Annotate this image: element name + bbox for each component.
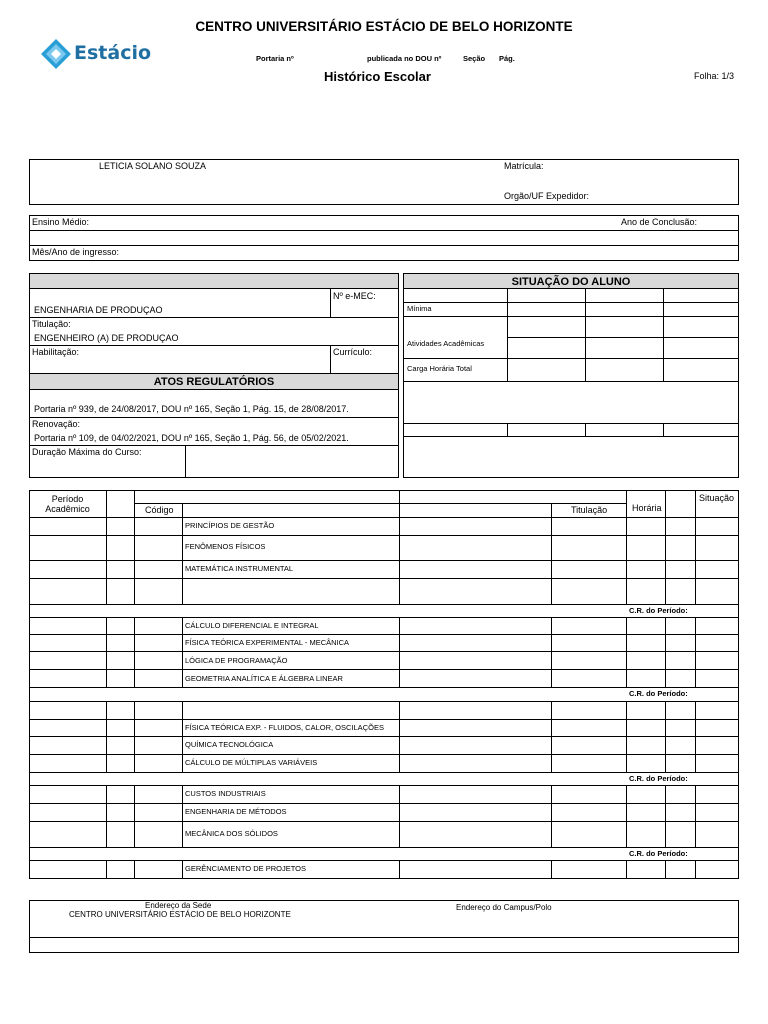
logo-text: Estácio xyxy=(74,42,152,64)
situacao-box xyxy=(403,273,739,478)
institution-title: CENTRO UNIVERSITÁRIO ESTÁCIO DE BELO HORIZONTE xyxy=(195,19,573,34)
subject-name: CÁLCULO DIFERENCIAL E INTEGRAL xyxy=(185,621,319,630)
secao-label: Seção xyxy=(463,54,486,63)
footer-box xyxy=(29,900,739,953)
atos-title: ATOS REGULATÓRIOS xyxy=(153,376,275,388)
titulacao-value: ENGENHEIRO (A) DE PRODUÇAO xyxy=(34,333,179,343)
student-name: LETICIA SOLANO SOUZA xyxy=(99,161,207,171)
subject-name: GERÊNCIAMENTO DE PROJETOS xyxy=(185,864,306,873)
subject-name: ENGENHARIA DE MÉTODOS xyxy=(185,807,287,816)
duracao-label: Duração Máxima do Curso: xyxy=(32,447,142,457)
renovacao-label: Renovação: xyxy=(32,419,81,429)
header-codigo: Código xyxy=(145,505,174,515)
carga-label: Carga Horária Total xyxy=(407,364,472,373)
folha-label: Folha: 1/3 xyxy=(694,71,735,81)
ensino-medio-label: Ensino Médio: xyxy=(32,217,90,227)
subject-name: FÍSICA TEÓRICA EXPERIMENTAL - MECÂNICA xyxy=(185,638,350,647)
endereco-sede-label: Endereço da Sede xyxy=(145,901,212,910)
subject-name: LÓGICA DE PROGRAMAÇÃO xyxy=(185,656,288,665)
ato-2: Portaria nº 109, de 04/02/2021, DOU nº 165, Seção 1, Pág. 56, de 05/02/2021. xyxy=(34,433,349,443)
document-title: Histórico Escolar xyxy=(324,69,431,84)
curriculo-label: Currículo: xyxy=(333,347,373,357)
endereco-sede-value: CENTRO UNIVERSITÁRIO ESTÁCIO DE BELO HORIZONTE xyxy=(69,910,291,919)
atos-header-bar xyxy=(30,374,398,390)
publicada-label: publicada no DOU nº xyxy=(367,54,442,63)
estacio-logo xyxy=(40,38,72,75)
cr-periodo-label: C.R. do Período: xyxy=(629,606,688,615)
subject-name: CÁLCULO DE MÚLTIPLAS VARIÁVEIS xyxy=(185,758,318,767)
cr-periodo-label: C.R. do Período: xyxy=(629,689,688,698)
situacao-header-bar xyxy=(404,274,738,289)
header-situacao: Situação xyxy=(699,493,735,503)
portaria-label: Portaria nº xyxy=(256,54,294,63)
subject-name: CUSTOS INDUSTRIAIS xyxy=(185,789,266,798)
cr-periodo-label: C.R. do Período: xyxy=(629,849,688,858)
pag-label: Pág. xyxy=(499,54,515,63)
emec-label: Nº e-MEC: xyxy=(333,291,376,301)
subject-name: FENÔMENOS FÍSICOS xyxy=(185,542,266,551)
subject-name: GEOMETRIA ANALÍTICA E ÁLGEBRA LINEAR xyxy=(185,674,343,683)
course-header-bar xyxy=(30,274,398,289)
logo-diamond-icon xyxy=(40,38,72,70)
matricula-label: Matrícula: xyxy=(504,161,544,171)
header-periodo: Período Acadêmico xyxy=(45,494,90,514)
subject-name: PRINCÍPIOS DE GESTÃO xyxy=(185,521,275,530)
minima-label: Mínima xyxy=(407,304,432,313)
atividades-label: Atividades Acadêmicas xyxy=(407,339,485,348)
header-titulacao: Titulação xyxy=(571,505,608,515)
ano-conclusao-label: Ano de Conclusão: xyxy=(621,217,698,227)
ato-1: Portaria nº 939, de 24/08/2017, DOU nº 165, Seção 1, Pág. 15, de 28/08/2017. xyxy=(34,404,349,414)
header-horaria: Horária xyxy=(632,503,662,513)
cr-periodo-label: C.R. do Período: xyxy=(629,774,688,783)
mes-ano-ingresso-label: Mês/Ano de ingresso: xyxy=(32,247,120,257)
subject-name: MECÂNICA DOS SÓLIDOS xyxy=(185,829,278,838)
subject-name: MATEMÁTICA INSTRUMENTAL xyxy=(185,564,294,573)
habilitacao-label: Habilitação: xyxy=(32,347,80,357)
subject-name: QUÍMICA TECNOLÓGICA xyxy=(185,740,274,749)
endereco-campus-label: Endereço do Campus/Polo xyxy=(456,903,552,912)
orgao-label: Orgão/UF Expedidor: xyxy=(504,191,590,201)
situacao-title: SITUAÇÃO DO ALUNO xyxy=(511,276,631,288)
titulacao-label: Titulação: xyxy=(32,319,71,329)
course-name: ENGENHARIA DE PRODUÇAO xyxy=(34,305,163,315)
subject-name: FÍSICA TEÓRICA EXP. - FLUIDOS, CALOR, OSCILAÇÕES xyxy=(185,723,384,732)
